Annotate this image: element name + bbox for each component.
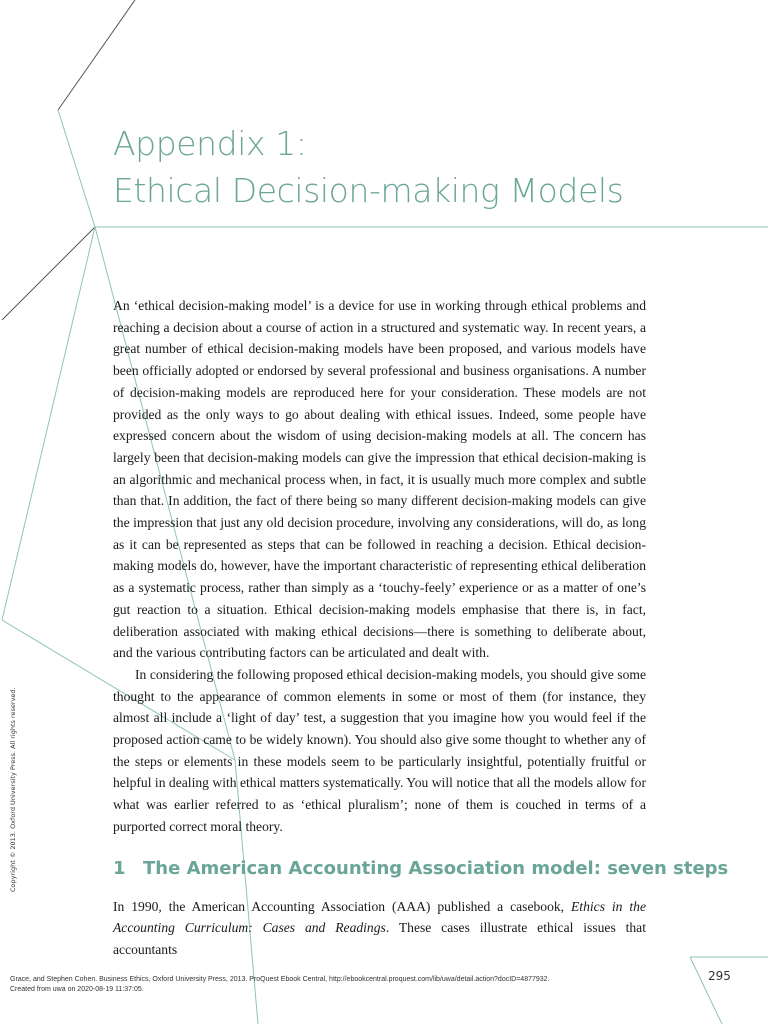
deco-line-grey: [58, 0, 135, 110]
section-heading: [113, 856, 729, 882]
section-number: 1: [113, 857, 126, 879]
paragraph-aaa-end: . These cases illustrate ethical issues that accountants: [113, 920, 646, 957]
body-text: [113, 295, 729, 961]
deco-line-accent: [2, 227, 95, 620]
footer: [10, 975, 670, 995]
deco-line-accent: [58, 110, 95, 227]
deco-line-accent: [690, 957, 722, 1024]
paragraph-intro: An ‘ethical decision-making model’ is a device for use in working through ethical problems and reaching a decision about a course of action in a structured and systematic way. In recent years, a great number of ethical decision-making models have been proposed, and various models have been officially adopted or endorsed by several professional and business organisations. A number of decision-making models are reproduced here for your consideration. These models are not provided as the only ways to go about dealing with ethical issues. Indeed, some people have expressed concern about the wisdom of using decision-making models at all. The concern has largely been that decision-making models can give the impression that ethical decision-making is an algorithmic and mechanical process when, in fact, it is usually much more complex and subtle than that. In addition, the fact of there being so many different decision-making models can give the impression that just any old decision procedure, involving any considerations, will do, as long as it can be represented as steps that can be followed in reaching a decision. Ethical decision-making models do, however, have the important characteristic of representing ethical deliberation as a systematic process, rather than simply as a ‘touchy-feely’ experience or as a matter of one’s gut reaction to a situation. Ethical decision-making models emphasise that there is, in fact, deliberation associated with making ethical decisions—there is something to deliberate about, and the various contributing factors can be articulated and dealt with.: [113, 298, 646, 661]
chapter-title-line-1: Appendix 1:: [113, 124, 307, 163]
book-title: Ethics in the Accounting Curriculum: Cases and Readings: [113, 898, 646, 936]
footer-citation: Grace, and Stephen Cohen. Business Ethics, Oxford University Press, 2013. ProQuest Ebook Central, http://ebookcentral.proquest.com/lib/uwa/detail.action?docID=4877932.: [10, 976, 550, 983]
paragraph-considering: In considering the following proposed ethical decision-making models, you should give some thought to the appearance of common elements in some or most of them (for instance, they almost all include a ‘light of day’ test, a suggestion that you imagine how you would feel if the proposed action came to be widely known). You should also give some thought to whether any of the steps or elements in these models seem to be particularly insightful, potentially fruitful or helpful in dealing with ethical matters systematically. You will notice that all the models allow for what was earlier referred to as ‘ethical pluralism’; none of them is couched in terms of a purported correct moral theory.: [113, 666, 646, 834]
section-title: The American Accounting Association model: seven steps: [143, 857, 729, 879]
footer-created: Created from uwa on 2020-08-19 11:37:05.: [10, 986, 144, 993]
paragraph-aaa: [113, 896, 646, 961]
chapter-title-line-2: Ethical Decision-making Models: [113, 171, 624, 210]
chapter-title: [113, 120, 623, 214]
copyright-notice: Copyright © 2013. Oxford University Press. All rights reserved.: [9, 687, 17, 892]
page-number: 295: [708, 969, 731, 983]
paragraph-aaa-start: In 1990, the American Accounting Association (AAA) published a casebook,: [113, 898, 571, 914]
deco-line-grey: [2, 227, 95, 320]
